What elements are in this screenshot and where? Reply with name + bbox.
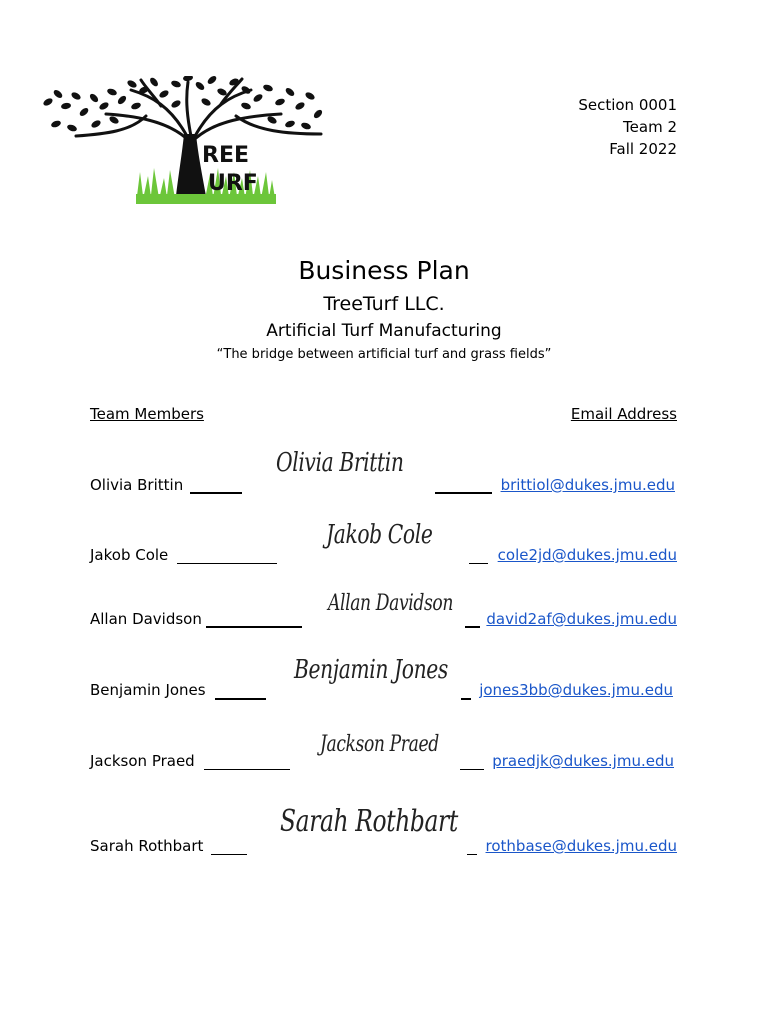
- signature: Jackson Praed: [320, 732, 439, 757]
- company-name: TreeTurf LLC.: [323, 293, 445, 315]
- industry: Artificial Turf Manufacturing: [266, 321, 502, 341]
- signature-line: [435, 492, 492, 494]
- signature: Jakob Cole: [326, 520, 433, 550]
- team-members-header: Team Members: [90, 405, 204, 423]
- logo-text-ree: REE: [202, 143, 249, 168]
- member-name: Allan Davidson: [90, 610, 202, 628]
- email-link[interactable]: jones3bb@dukes.jmu.edu: [479, 681, 673, 699]
- section-info: [578, 94, 677, 160]
- email-address-header: Email Address: [570, 405, 677, 423]
- signature-line: [211, 854, 247, 855]
- signature-line: [215, 698, 266, 700]
- signature: Benjamin Jones: [294, 655, 448, 685]
- signature-line: [465, 626, 480, 628]
- signature-line: [460, 769, 484, 770]
- signature-line: [469, 563, 488, 564]
- member-name: Jackson Praed: [90, 752, 195, 770]
- logo-text-urf: URF: [208, 171, 258, 196]
- signature: Sarah Rothbart: [280, 804, 458, 839]
- treeturf-logo: [36, 76, 330, 208]
- member-name: Olivia Brittin: [90, 476, 184, 494]
- signature-line: [461, 698, 471, 700]
- tagline: “The bridge between artificial turf and grass fields”: [216, 347, 552, 362]
- email-link[interactable]: david2af@dukes.jmu.edu: [486, 610, 677, 628]
- signature: Allan Davidson: [328, 591, 453, 616]
- team-number: Team 2: [623, 118, 677, 136]
- member-name: Benjamin Jones: [90, 681, 206, 699]
- member-name: Jakob Cole: [90, 546, 169, 564]
- section-number: Section 0001: [578, 96, 677, 114]
- email-link[interactable]: cole2jd@dukes.jmu.edu: [497, 546, 677, 564]
- email-link[interactable]: rothbase@dukes.jmu.edu: [485, 837, 677, 855]
- signature-line: [204, 769, 290, 770]
- term: Fall 2022: [609, 140, 677, 158]
- member-name: Sarah Rothbart: [90, 837, 204, 855]
- signature-line: [467, 854, 477, 855]
- signature-line: [177, 563, 277, 564]
- email-link[interactable]: praedjk@dukes.jmu.edu: [492, 752, 674, 770]
- tree-logo-graphic: [36, 76, 330, 208]
- document-title: Business Plan: [298, 256, 470, 285]
- email-link[interactable]: brittiol@dukes.jmu.edu: [500, 476, 675, 494]
- signature-line: [206, 626, 302, 628]
- signature: Olivia Brittin: [276, 448, 404, 478]
- signature-line: [190, 492, 242, 494]
